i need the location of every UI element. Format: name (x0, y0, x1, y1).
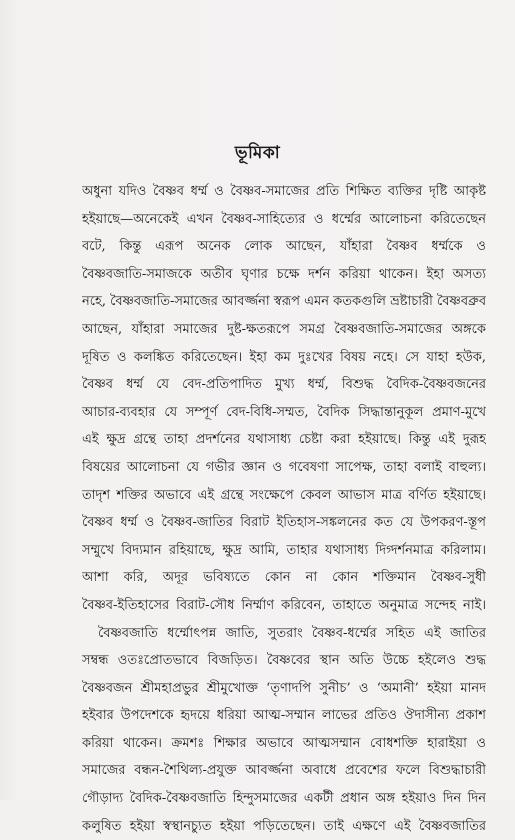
text-line-22: সমাজের বন্ধন-শৈথিল্য-প্রযুক্ত আবর্জ্জনা অবাধে প্রবেশের ফলে বিশুদ্ধাচারী (82, 763, 486, 779)
body-text (82, 178, 486, 840)
text-line-5: নহে, বৈষ্ণবজাতি-সমাজের আবর্জ্জনা স্বরূপ এমন কতকগুলি ভ্রষ্টাচারী বৈষ্ণবব্রুব (82, 294, 486, 310)
text-line-17: বৈষ্ণবজাতি ধর্ম্মোৎপন্ন জাতি, সুতরাং বৈষ্ণব-ধর্ম্মের সহিত এই জাতির (98, 625, 486, 641)
text-line-3: বটে, কিন্তু এরূপ অনেক লোক আছেন, যাঁহারা বৈষ্ণব ধর্ম্মকে ও (82, 239, 486, 255)
text-line-6: আছেন, যাঁহারা সমাজের দুষ্ট-ক্ষতরূপে সমগ্র বৈষ্ণবজাতি-সমাজের অঙ্গকে (82, 321, 486, 337)
text-line-24: কলুষিত হইয়া স্বস্থানচ্যুত হইয়া পড়িতেছেন। তাই এক্ষণে এই বৈষ্ণবজাতির (82, 818, 486, 834)
text-line-12: তাদৃশ শক্তির অভাবে এই গ্রন্থে সংক্ষেপে কেবল আভাস মাত্র বর্ণিত হইয়াছে। (82, 487, 486, 503)
text-line-11: বিষয়ের আলোচনা যে গভীর জ্ঞান ও গবেষণা সাপেক্ষ, তাহা বলাই বাহুল্য। (82, 459, 486, 475)
text-line-16: বৈষ্ণব-ইতিহাসের বিরাট-সৌধ নির্ম্মাণ করিবেন, তাহাতে অনুমাত্র সন্দেহ নাই। (82, 597, 486, 613)
text-line-20: হইবার উপদেশকে হৃদয়ে ধরিয়া আত্ম-সম্মান লাভের প্রতিও ঔদাসীন্য প্রকাশ (82, 708, 486, 724)
text-line-14: সম্মুখে বিদ্যমান রহিয়াছে, ক্ষুদ্র আমি, তাহার যথাসাধ্য দিগ্দর্শনমাত্র করিলাম। (82, 542, 486, 558)
text-line-4: বৈষ্ণবজাতি-সমাজকে অতীব ঘৃণার চক্ষে দর্শন করিয়া থাকেন। ইহা অসত্য (82, 266, 486, 282)
chapter-title: ভূমিকা (234, 143, 281, 163)
text-line-10: এই ক্ষুদ্র গ্রন্থে তাহা প্রদর্শনের যথাসাধ্য চেষ্টা করা হইয়াছে। কিন্তু এই দুরূহ (82, 432, 486, 448)
text-line-13: বৈষ্ণব ধর্ম্ম ও বৈষ্ণব-জাতির বিরাট ইতিহাস-সঙ্কলনের কত যে উপকরণ-স্তূপ (82, 515, 486, 531)
text-line-18: সম্বন্ধ ওতঃপ্রোতভাবে বিজড়িত। বৈষ্ণবের স্থান অতি উচ্চে হইলেও শুদ্ধ (82, 653, 486, 669)
text-line-9: আচার-ব্যবহার যে সম্পূর্ণ বেদ-বিধি-সম্মত, বৈদিক সিদ্ধান্তানুকূল প্রমাণ-মুখে (82, 404, 486, 420)
text-line-21: করিয়া থাকেন। ক্রমশঃ শিক্ষার অভাবে আত্মসম্মান বোধশক্তি হারাইয়া ও (82, 735, 486, 751)
text-line-8: বৈষ্ণব ধর্ম্ম যে বেদ-প্রতিপাদিত মুখ্য ধর্ম্ম, বিশুদ্ধ বৈদিক-বৈষ্ণবজনের (82, 377, 486, 393)
text-line-7: দূষিত ও কলঙ্কিত করিতেছেন। ইহা কম দুঃখের বিষয় নহে। সে যাহা হউক, (82, 349, 486, 365)
text-line-23: গৌড়াদ্য বৈদিক-বৈষ্ণবজাতি হিন্দুসমাজের একটী প্রধান অঙ্গ হইয়াও দিন দিন (82, 791, 486, 807)
text-line-19: বৈষ্ণবজন শ্রীমহাপ্রভুর শ্রীমুখোক্ত ‘তৃণাদপি সুনীচ’ ও ‘অমানী’ হইয়া মানদ (82, 680, 486, 696)
text-line-2: হইয়াছে—অনেকেই এখন বৈষ্ণব-সাহিত্যের ও ধর্ম্মের আলোচনা করিতেছেন (82, 211, 486, 227)
text-line-1: অধুনা যদিও বৈষ্ণব ধর্ম্ম ও বৈষ্ণব-সমাজের প্রতি শিক্ষিত ব্যক্তির দৃষ্টি আকৃষ্ট (82, 184, 486, 199)
text-line-15: আশা করি, অদূর ভবিষ্যতে কোন না কোন শক্তিমান বৈষ্ণব-সুধী (82, 570, 486, 586)
